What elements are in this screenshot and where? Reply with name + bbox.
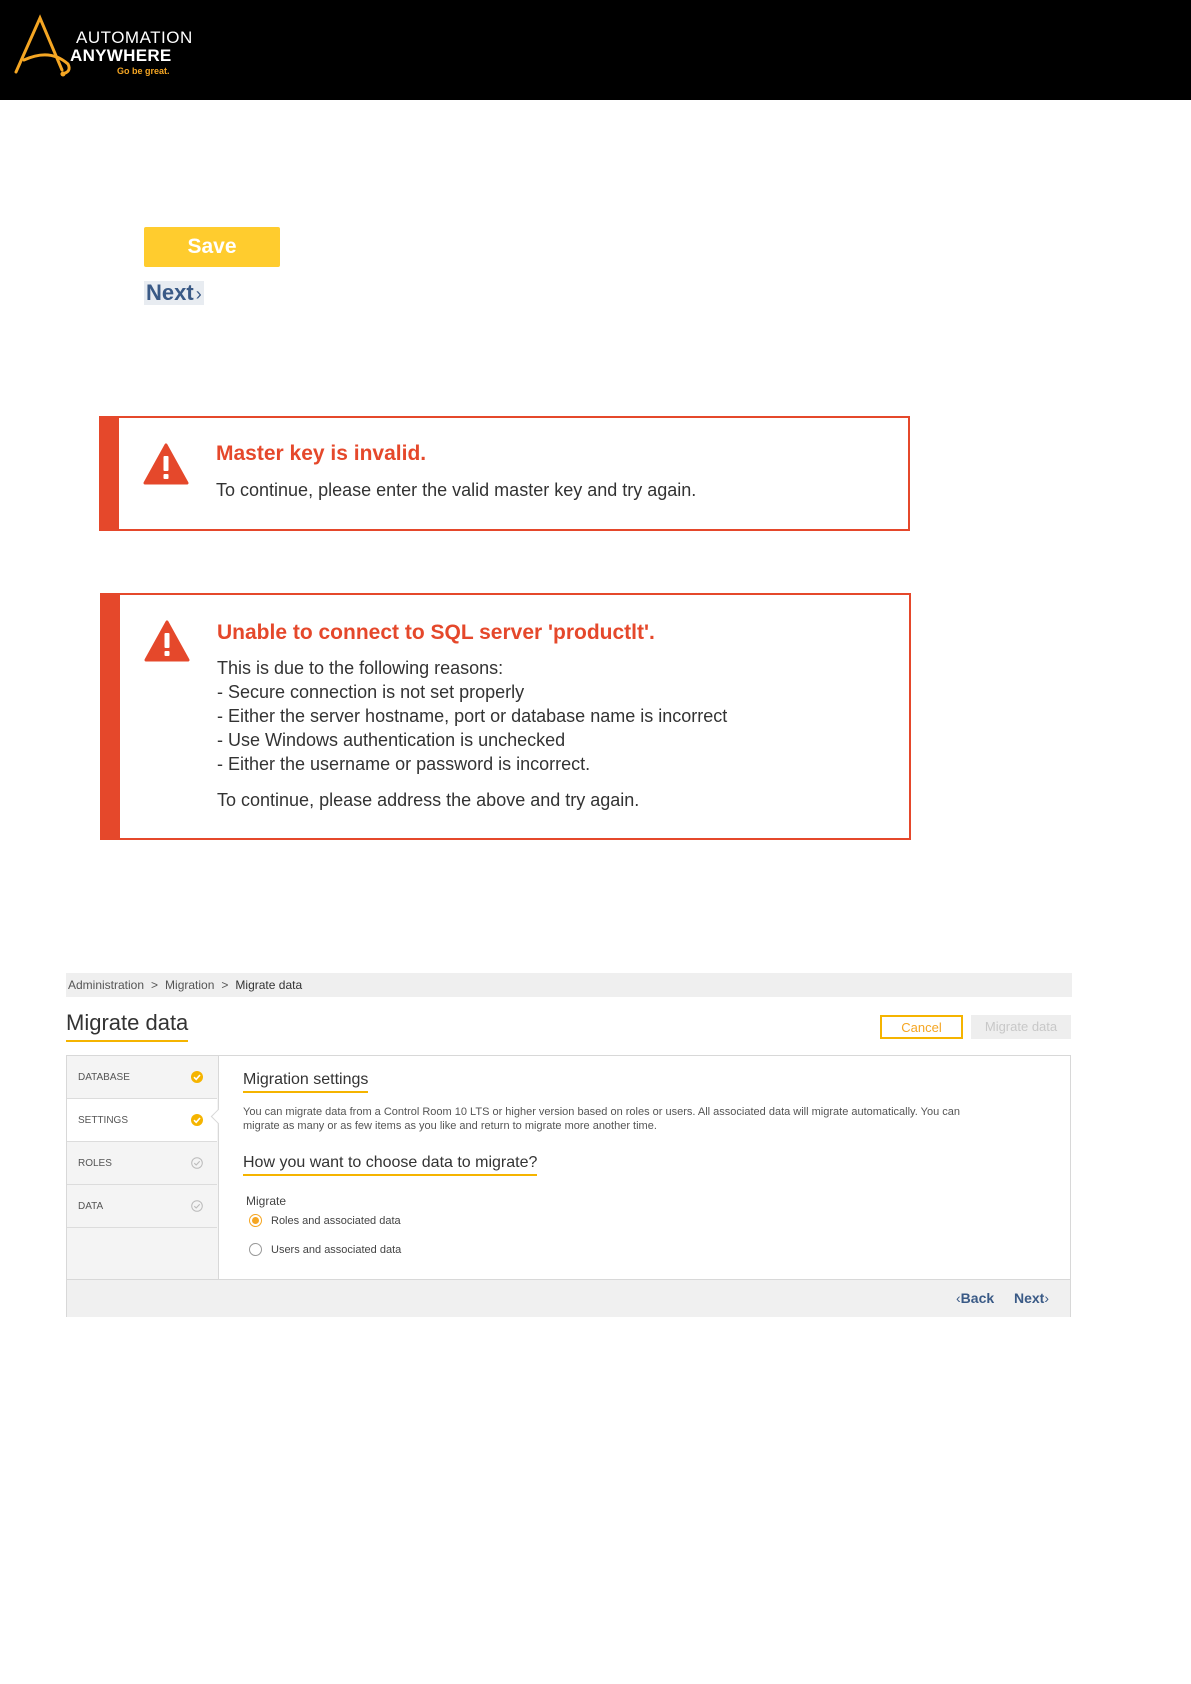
next-link-label: Next xyxy=(146,280,194,305)
step-database[interactable] xyxy=(67,1056,217,1099)
chevron-right-icon: › xyxy=(1044,1290,1050,1306)
step-label: SETTINGS xyxy=(78,1115,129,1126)
section-title: Migration settings xyxy=(243,1071,368,1093)
breadcrumb-separator: > xyxy=(221,978,229,992)
radio-label: Roles and associated data xyxy=(271,1215,401,1227)
chevron-right-icon: › xyxy=(195,284,202,304)
cancel-button[interactable]: Cancel xyxy=(880,1015,963,1039)
migrate-data-button[interactable]: Migrate data xyxy=(971,1015,1071,1039)
step-label: ROLES xyxy=(78,1158,112,1169)
breadcrumb-item-administration[interactable]: Administration xyxy=(68,978,145,992)
settings-content xyxy=(218,1056,1070,1279)
error-title: Unable to connect to SQL server 'productlt'. xyxy=(217,621,655,644)
brand-header xyxy=(0,0,1191,100)
brand-tagline: Go be great. xyxy=(117,66,170,76)
error-intro: This is due to the following reasons: xyxy=(217,658,504,678)
error-message-master-key xyxy=(99,416,910,531)
next-button[interactable] xyxy=(1014,1290,1049,1306)
next-link[interactable] xyxy=(144,281,204,305)
breadcrumb-item-current: Migrate data xyxy=(235,978,303,992)
radio-button[interactable] xyxy=(249,1243,262,1256)
brand-line-1: AUTOMATION xyxy=(76,28,193,47)
error-reason: - Secure connection is not set properly xyxy=(217,682,525,702)
step-label: DATABASE xyxy=(78,1072,130,1083)
page-title: Migrate data xyxy=(66,1010,188,1042)
automation-anywhere-logo xyxy=(10,14,210,78)
error-reason: - Either the server hostname, port or database name is incorrect xyxy=(217,706,728,726)
breadcrumb-separator: > xyxy=(151,978,159,992)
breadcrumb-item-migration[interactable]: Migration xyxy=(165,978,215,992)
next-label: Next xyxy=(1014,1290,1045,1306)
error-reason: - Either the username or password is incorrect. xyxy=(217,754,591,774)
check-circle-outline-icon xyxy=(191,1200,203,1212)
save-button[interactable]: Save xyxy=(144,227,280,267)
check-circle-outline-icon xyxy=(191,1157,203,1169)
back-label: Back xyxy=(960,1290,995,1306)
migration-wizard-panel xyxy=(66,1055,1071,1317)
radio-label: Users and associated data xyxy=(271,1244,402,1256)
breadcrumb xyxy=(66,973,1072,997)
step-roles[interactable] xyxy=(67,1142,217,1185)
error-title: Master key is invalid. xyxy=(216,442,427,465)
warning-triangle-icon xyxy=(143,443,189,485)
question-title: How you want to choose data to migrate? xyxy=(243,1154,537,1176)
step-label: DATA xyxy=(78,1201,104,1212)
step-settings[interactable] xyxy=(67,1099,217,1142)
error-text: To continue, please enter the valid master key and try again. xyxy=(216,480,697,500)
wizard-footer xyxy=(67,1279,1070,1317)
error-message-sql-connection xyxy=(100,593,911,840)
error-reason: - Use Windows authentication is unchecked xyxy=(217,730,566,750)
chevron-left-icon: ‹ xyxy=(956,1290,961,1306)
check-circle-icon xyxy=(191,1071,203,1083)
back-button[interactable] xyxy=(956,1290,994,1306)
logo-a-icon xyxy=(10,14,74,78)
radio-button-selected[interactable] xyxy=(249,1214,262,1227)
check-circle-icon xyxy=(191,1114,203,1126)
brand-line-2: ANYWHERE xyxy=(70,46,172,65)
step-data[interactable] xyxy=(67,1185,217,1228)
warning-triangle-icon xyxy=(144,620,190,662)
section-description: You can migrate data from a Control Room 10 LTS or higher version based on roles or users. All associated data will migrate automatically. You can migrate as many or as few items as you like and return to migrate more another time. xyxy=(243,1106,961,1132)
migrate-field-label: Migrate xyxy=(246,1194,287,1208)
error-outro: To continue, please address the above and try again. xyxy=(217,790,640,810)
wizard-steps-sidebar xyxy=(67,1056,219,1279)
